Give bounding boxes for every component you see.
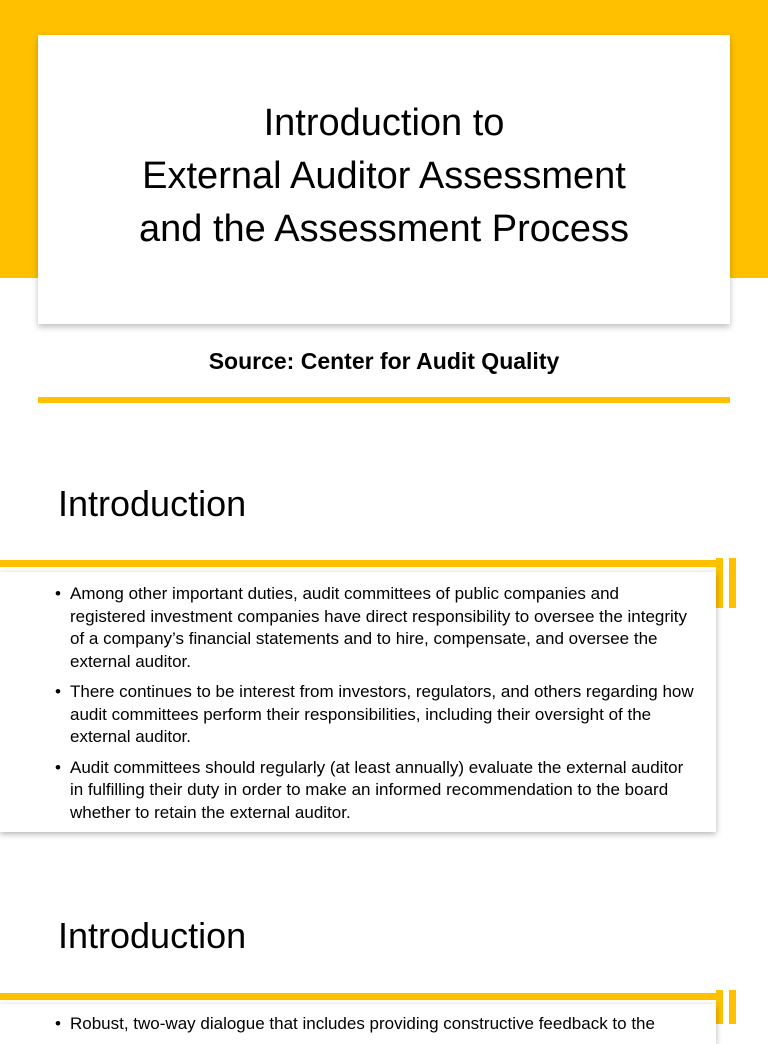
accent-side-bar [729,558,736,608]
accent-divider [38,397,730,403]
accent-side-bar [716,558,723,608]
list-item [55,757,695,825]
slide-title-line: Introduction to [263,102,505,144]
section-heading: Introduction [58,483,247,524]
slide-title-line: and the Assessment Process [138,208,630,250]
accent-side-bar [716,990,723,1024]
bullet-icon: • [55,757,61,777]
slide-subtitle: Source: Center for Audit Quality [208,348,560,374]
title-card [38,35,730,324]
content-card [0,572,716,832]
slide-title [139,97,629,256]
bullet-list [55,583,695,832]
slide-title-line: External Auditor Assessment [142,155,626,197]
list-item-text: Robust, two-way dialogue that includes providing constructive feedback to the [70,1014,655,1033]
content-card [0,1004,716,1044]
list-item-text: Among other important duties, audit committees of public companies and registered investment companies have direct responsibility to oversee the integrity of a company’s financial statements and to hire, compensate, and oversee the external auditor. [70,584,688,671]
list-item [55,681,695,749]
list-item [55,1013,695,1036]
bullet-icon: • [55,1014,61,1033]
list-item [55,583,695,673]
accent-bar [0,560,721,567]
accent-side-bar [729,990,736,1024]
list-item-text: Audit committees should regularly (at least annually) evaluate the external auditor in fulfilling their duty in order to make an informed recommendation to the board whether to retain the external auditor. [70,757,684,822]
bullet-icon: • [55,584,61,603]
bullet-list [55,1013,695,1044]
list-item-text: There continues to be interest from investors, regulators, and others regarding how audit committees perform their responsibilities, including their oversight of the external auditor. [70,682,694,746]
bullet-icon: • [55,682,61,701]
section-heading: Introduction [58,915,247,956]
accent-bar [0,993,721,1000]
